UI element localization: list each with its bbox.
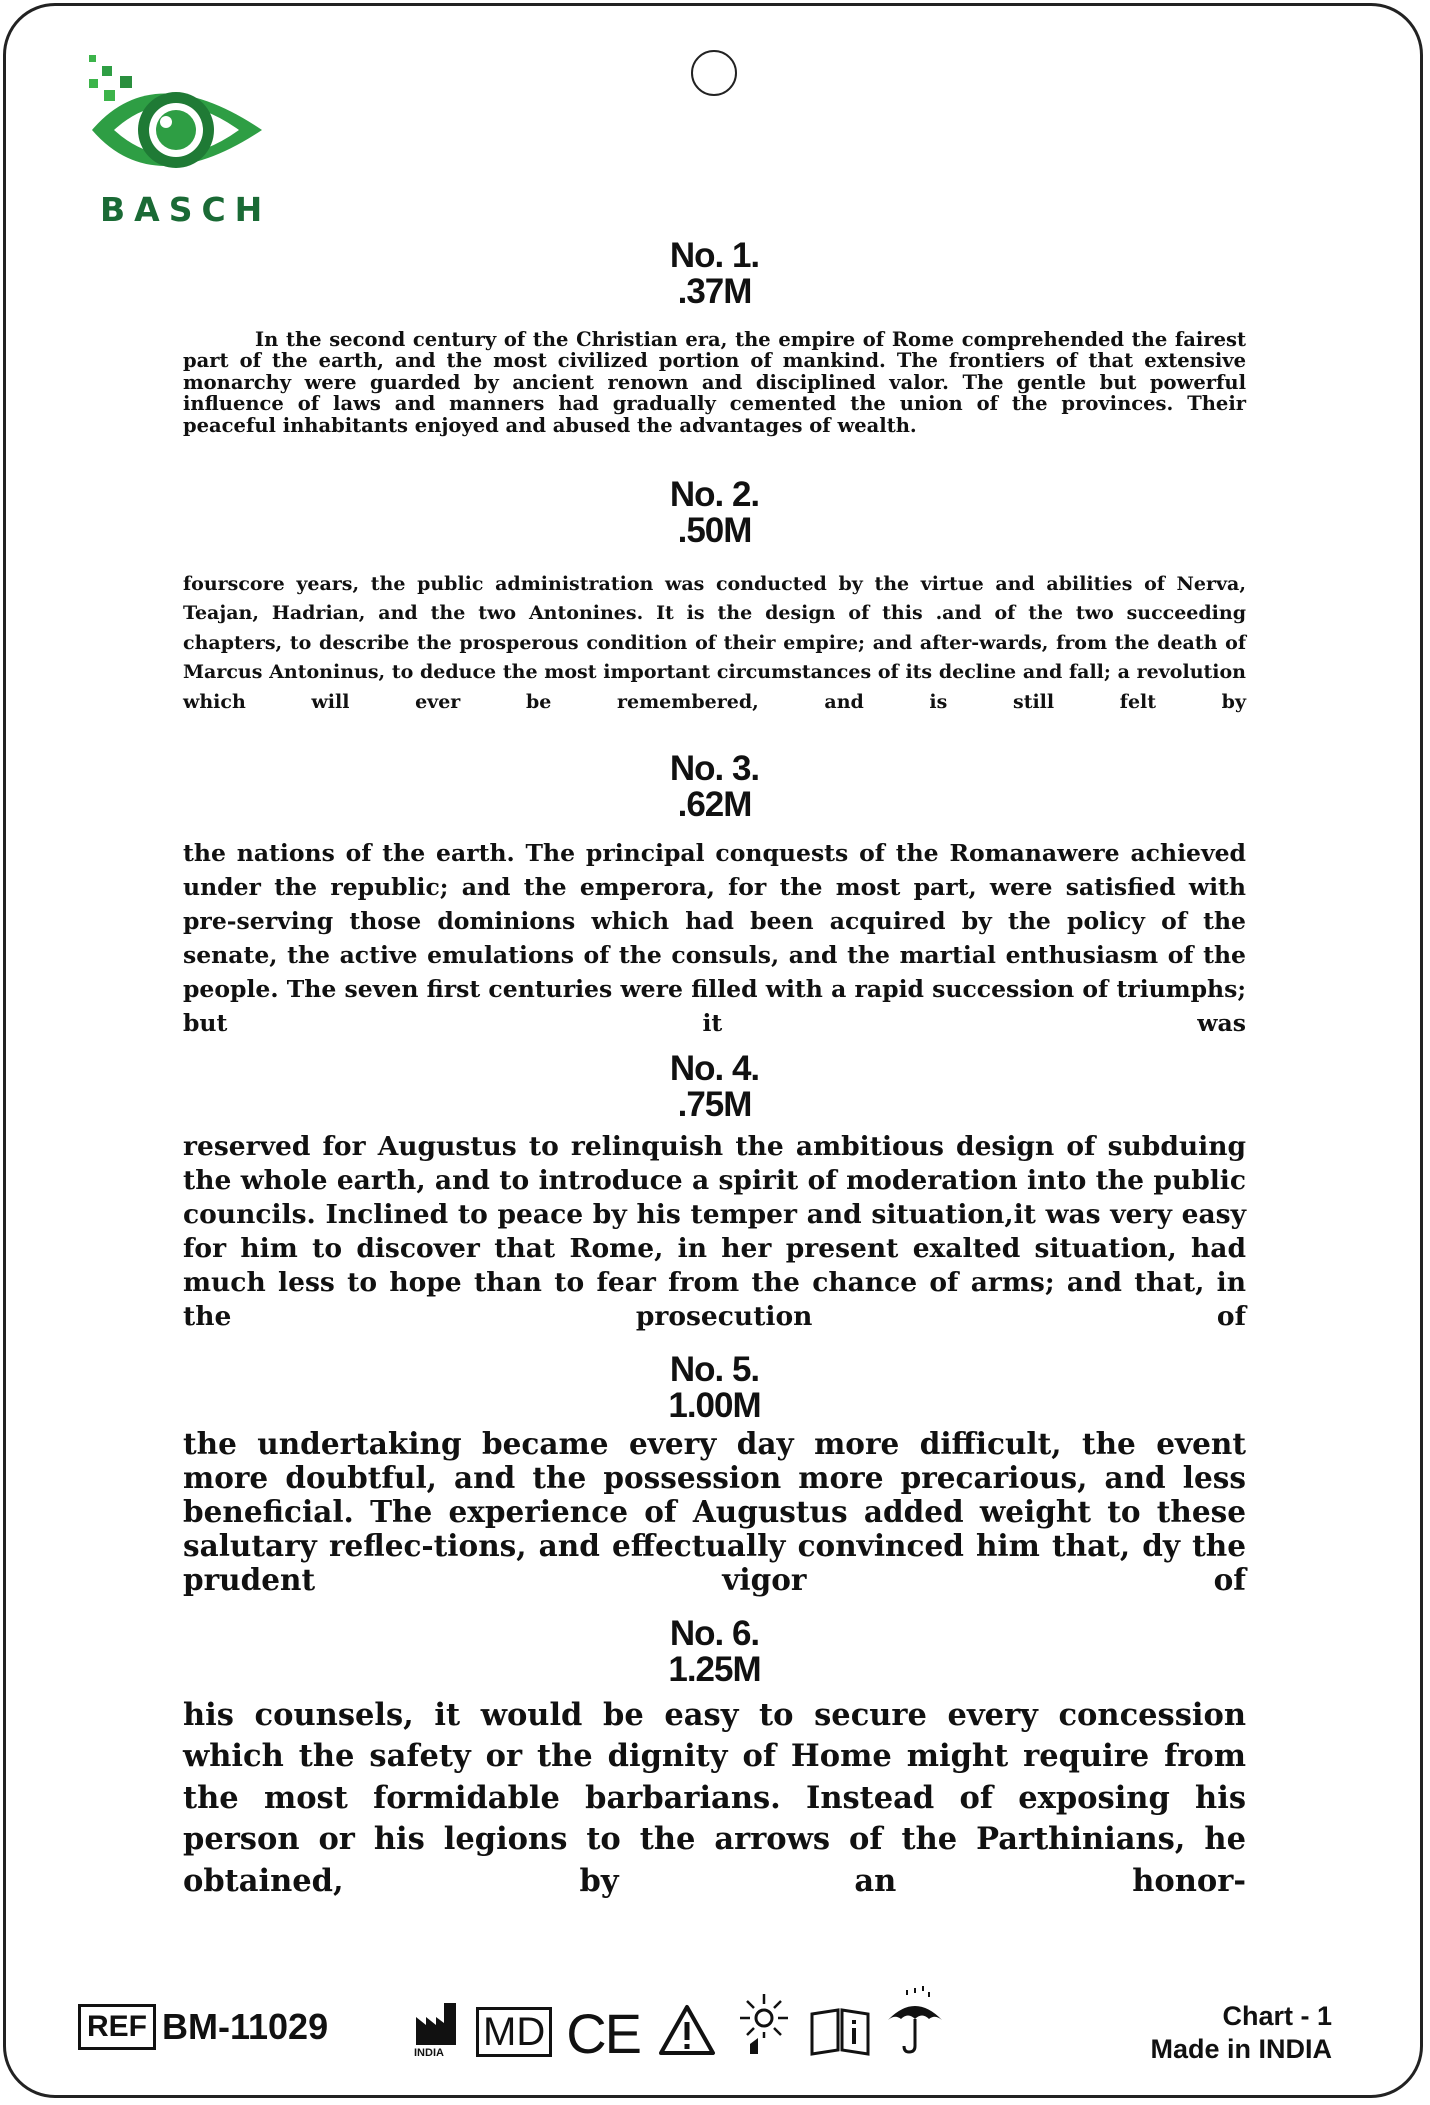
chart-section-3 — [183, 751, 1246, 1040]
section-text: the undertaking became every day more difficult, the event more doubtful, and the possession more precarious, and less beneficial. The experience of Augustus added weight to these salutary reflec-tions, and effectually convinced him that, dy the prudent vigor of — [183, 1425, 1246, 1597]
section-size: .37M — [677, 272, 752, 312]
chart-section-4 — [183, 1051, 1246, 1334]
section-size: 1.25M — [668, 1650, 761, 1690]
section-size: 1.00M — [668, 1386, 761, 1426]
section-text: his counsels, it would be easy to secure every concession which the safety or the dignity of Home might require from the most formidable barbarians. Instead of exposing his person or his legions to the arrows of the Parthinians, he obtained, by an honor- — [183, 1696, 1246, 1899]
section-number: No. 3. — [669, 749, 760, 788]
hanging-hole — [691, 50, 737, 96]
reference-code — [78, 2004, 328, 2050]
brand-name: BASCH — [100, 190, 272, 229]
section-heading — [183, 477, 1246, 550]
section-heading — [183, 238, 1246, 311]
footer-info — [1100, 2000, 1332, 2066]
chart-label: Chart - 1 — [1222, 2001, 1332, 2031]
section-heading — [183, 751, 1246, 824]
section-text: fourscore years, the public administration was conducted by the virtue and abilities of Nerva, Teajan, Hadrian, and the two Antonines. It is the design of this .and of the two succeeding chapters, to describe the prosperous condition of their empire; and after-wards, from the death of Marcus Antoninus, to deduce the most important circumstances of its decline and fall; a revolution which will ever be remembered, and is still felt by — [183, 572, 1246, 713]
chart-section-6 — [183, 1616, 1246, 1902]
regulatory-symbols — [414, 1986, 946, 2065]
section-text: reserved for Augustus to relinquish the ambitious design of subduing the whole earth, and to introduce a spirit of moderation into the public councils. Inclined to peace by his temper and situation,it was very easy for him to discover that Rome, in her present exalted situation, had much less to hope than to fear from the chance of arms; and that, in the prosecution of — [183, 1130, 1246, 1332]
section-number: No. 5. — [669, 1350, 760, 1389]
ref-label: REF — [78, 2004, 156, 2050]
section-text: the nations of the earth. The principal conquests of the Romanawere achieved under the republic; and the emperora, for the most part, were satisfied with pre-serving those dominions which had been acquired by the policy of the senate, the active emulations of the consuls, and the martial enthusiasm of the people. The seven first centuries were filled with a rapid succession of triumphs; but it was — [183, 838, 1246, 1037]
section-size: .75M — [677, 1085, 752, 1125]
ce-mark: CE — [566, 2002, 641, 2065]
keep-dry-umbrella-icon — [884, 1986, 946, 2061]
section-heading — [183, 1352, 1246, 1425]
section-text: In the second century of the Christian era, the empire of Rome comprehended the fairest part of the earth, and the most civilized portion of mankind. The frontiers of that extensive monarchy were guarded by ancient renown and disciplined valor. The gentle but powerful influence of laws and manners had gradually cemented the union of the provinces. Their peaceful inhabitants enjoyed and abused the advantages of wealth. — [183, 327, 1246, 437]
ref-code: BM-11029 — [162, 2006, 329, 2047]
section-number: No. 4. — [669, 1049, 760, 1088]
chart-section-2 — [183, 477, 1246, 717]
chart-section-5 — [183, 1352, 1246, 1597]
section-number: No. 6. — [669, 1614, 760, 1653]
section-heading — [183, 1051, 1246, 1124]
manufacturer-country: INDIA — [414, 2047, 444, 2059]
caution-warning-icon — [658, 2004, 716, 2061]
made-in-label: Made in INDIA — [1150, 2034, 1332, 2064]
section-number: No. 2. — [669, 475, 760, 514]
chart-section-1 — [183, 238, 1246, 436]
manufacturer-icon — [414, 1999, 464, 2061]
section-heading — [183, 1616, 1246, 1689]
consult-instructions-icon — [808, 2006, 872, 2061]
section-size: .50M — [677, 511, 752, 551]
section-size: .62M — [677, 785, 752, 825]
section-number: No. 1. — [669, 236, 760, 275]
keep-away-from-sunlight-icon — [732, 1992, 796, 2061]
md-label: MD — [476, 2007, 552, 2057]
